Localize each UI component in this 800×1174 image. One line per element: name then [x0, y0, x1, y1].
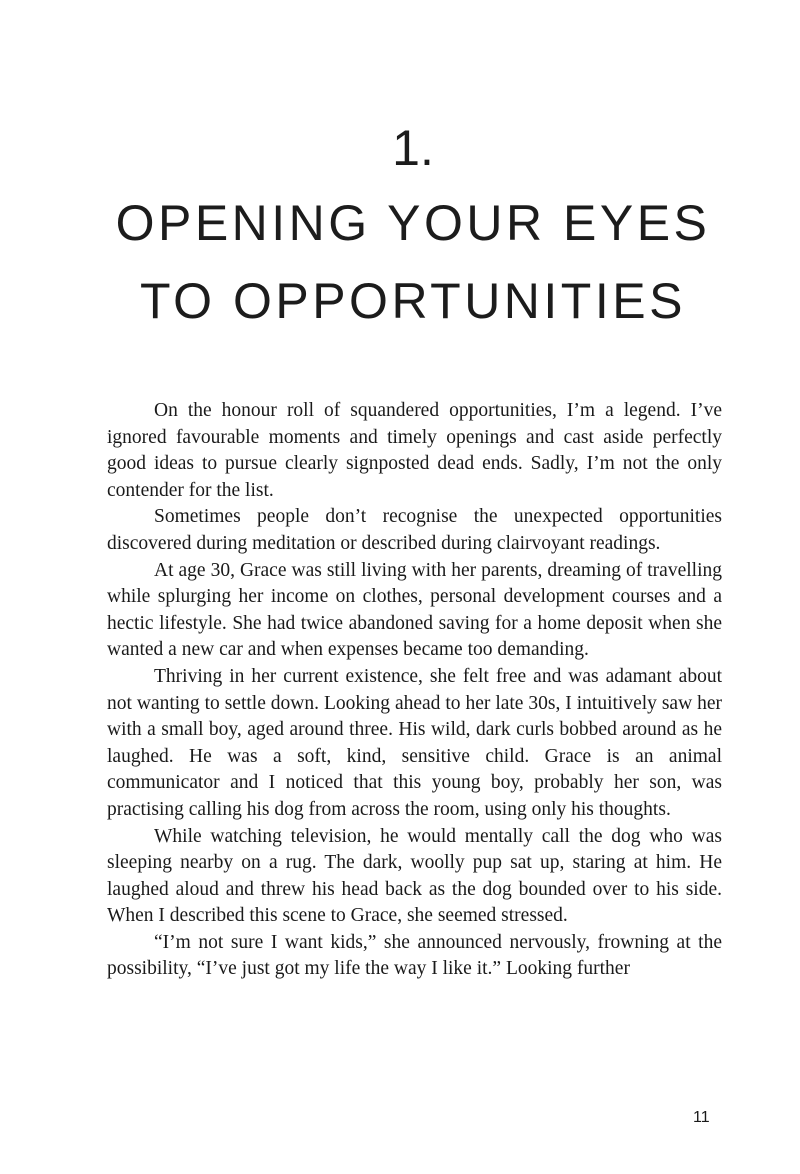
paragraph: “I’m not sure I want kids,” she announced nervously, frowning at the possibility, “I’ve just got my life the way I like it.” Looking further	[107, 931, 722, 980]
chapter-title	[0, 184, 800, 340]
chapter-title-line-1: OPENING YOUR EYES	[115, 195, 711, 251]
paragraph: Sometimes people don’t recognise the unexpected opportunities discovered during meditation or described during clairvoyant readings.	[107, 506, 722, 554]
chapter-title-line-2: TO OPPORTUNITIES	[140, 273, 686, 329]
body-text	[107, 398, 722, 983]
paragraph: Thriving in her current existence, she felt free and was adamant about not wanting to settle down. Looking ahead to her late 30s, I intuitively saw her with a small boy, aged around three. His wild, dark curls bobbed around as he laughed. He was a soft, kind, sensitive child. Grace is an animal communicator and I noticed that this young boy, probably her son, was practising calling his dog from across the room, using only his thoughts.	[107, 665, 722, 820]
paragraph: On the honour roll of squandered opportunities, I’m a legend. I’ve ignored favourable moments and timely openings and cast aside perfectly good ideas to pursue clearly signposted dead ends. Sadly, I’m not the only contender for the list.	[107, 400, 722, 501]
page-number: 11	[693, 1109, 710, 1126]
chapter-number: 1.	[392, 120, 434, 176]
paragraph: While watching television, he would mentally call the dog who was sleeping nearby on a rug. The dark, woolly pup sat up, staring at him. He laughed aloud and threw his head back as the dog bounded over to his side. When I described this scene to Grace, she seemed stressed.	[107, 825, 722, 927]
paragraph: At age 30, Grace was still living with her parents, dreaming of travelling while splurging her income on clothes, personal development courses and a hectic lifestyle. She had twice abandoned saving for a home deposit when she wanted a new car and when expenses became too demanding.	[107, 559, 722, 661]
